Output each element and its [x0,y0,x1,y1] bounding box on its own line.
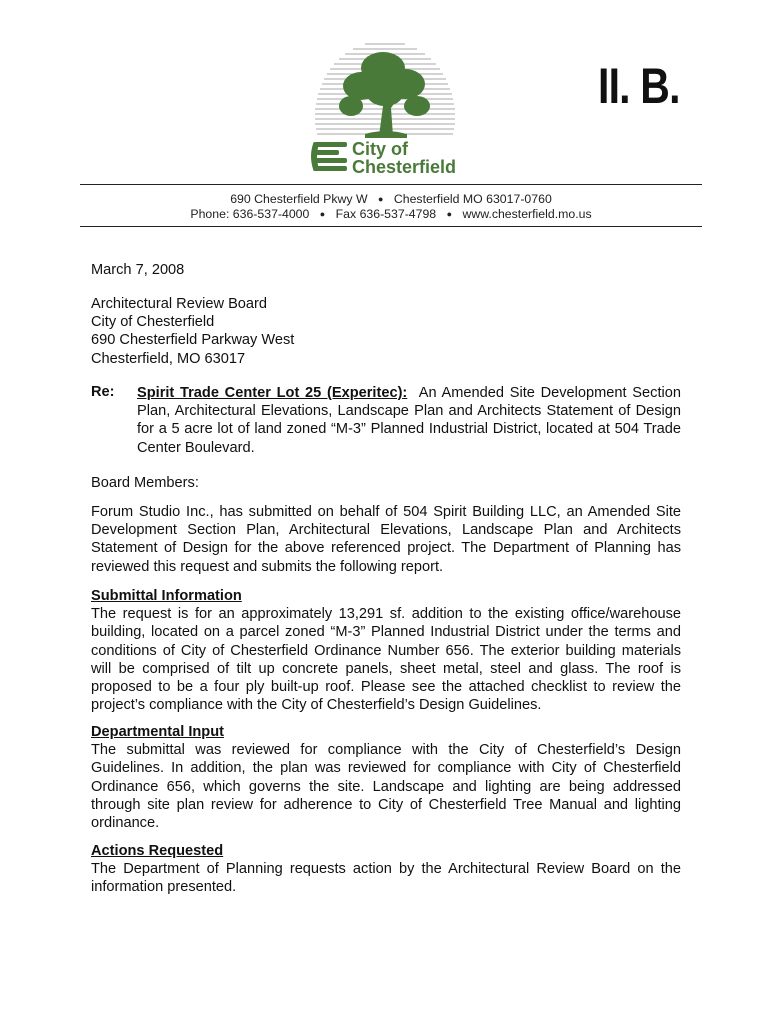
agenda-section-tag: II. B. [598,58,680,114]
contact-line-phone [80,207,702,221]
section-departmental-input [91,723,681,832]
bullet-icon: ● [319,209,326,219]
street-address: 690 Chesterfield Pkwy W [230,192,368,206]
recipient-line: 690 Chesterfield Parkway West [91,332,295,349]
recipient-line: City of Chesterfield [91,314,215,331]
recipient-line: Chesterfield, MO 63017 [91,350,246,367]
header-rule-top [80,184,702,185]
city-name-line-2: Chesterfield [352,157,457,177]
section-submittal-information [91,587,681,714]
section-heading: Departmental Input [91,724,224,740]
bullet-icon: ● [378,194,384,204]
re-subject-text: An Amended Site Development Section Plan, Architectural Elevations, Landscape Plan and Architects Statement of Design for a 5 acre lot of land zoned “M-3” Planned Industrial District, located at 504 Trade Center Boulevard. [137,385,681,456]
phone-number: Phone: 636-537-4000 [190,207,310,221]
city-zip: Chesterfield MO 63017-0760 [393,192,552,206]
section-actions-requested [91,842,681,897]
re-label: Re: [91,384,115,400]
intro-paragraph: Forum Studio Inc., has submitted on behalf of 504 Spirit Building LLC, an Amended Site Development Section Plan, Architectural Elevations, Landscape Plan and Architects Statement of Design for the above referenced project. The Department of Planning has reviewed this request and submits the following report. [91,504,681,575]
city-name-line-1: City of [352,139,408,159]
recipient-line: Architectural Review Board [91,296,268,312]
re-subject [137,384,681,457]
recipient-address [91,295,681,368]
salutation: Board Members: [91,475,199,491]
contact-line-address [80,192,702,206]
letter-date: March 7, 2008 [91,262,185,278]
fax-number: Fax 636-537-4798 [335,207,437,221]
bullet-icon: ● [446,209,453,219]
header-rule-bottom [80,226,702,227]
section-text: The Department of Planning requests action by the Architectural Review Board on the information presented. [91,861,681,896]
website-link[interactable]: www.chesterfield.mo.us [462,207,592,221]
section-text: The request is for an approximately 13,291 sf. addition to the existing office/warehouse building, located on a parcel zoned “M-3” Planned Industrial District under the terms and conditions of City of Chesterfield Ordinance Number 656. The exterior building materials will be comprised of tilt up concrete panels, sheet metal, steel and glass. The roof is proposed to be a four ply built-up roof. Please see the attached checklist to review the project’s compliance with the City of Chesterfield’s Design Guidelines. [91,606,681,714]
section-text: The submittal was reviewed for compliance with the City of Chesterfield’s Design Guidelines. In addition, the plan was reviewed for compliance with City of Chesterfield Ordinance 656, which governs the site. Landscape and lighting are being addressed through site plan review for adherence to City of Chesterfield Tree Manual and lighting ordinance. [91,742,681,832]
section-heading: Submittal Information [91,588,242,604]
re-subject-title: Spirit Trade Center Lot 25 (Experitec): [137,385,408,401]
section-heading: Actions Requested [91,843,224,859]
city-name-logo [352,140,456,176]
